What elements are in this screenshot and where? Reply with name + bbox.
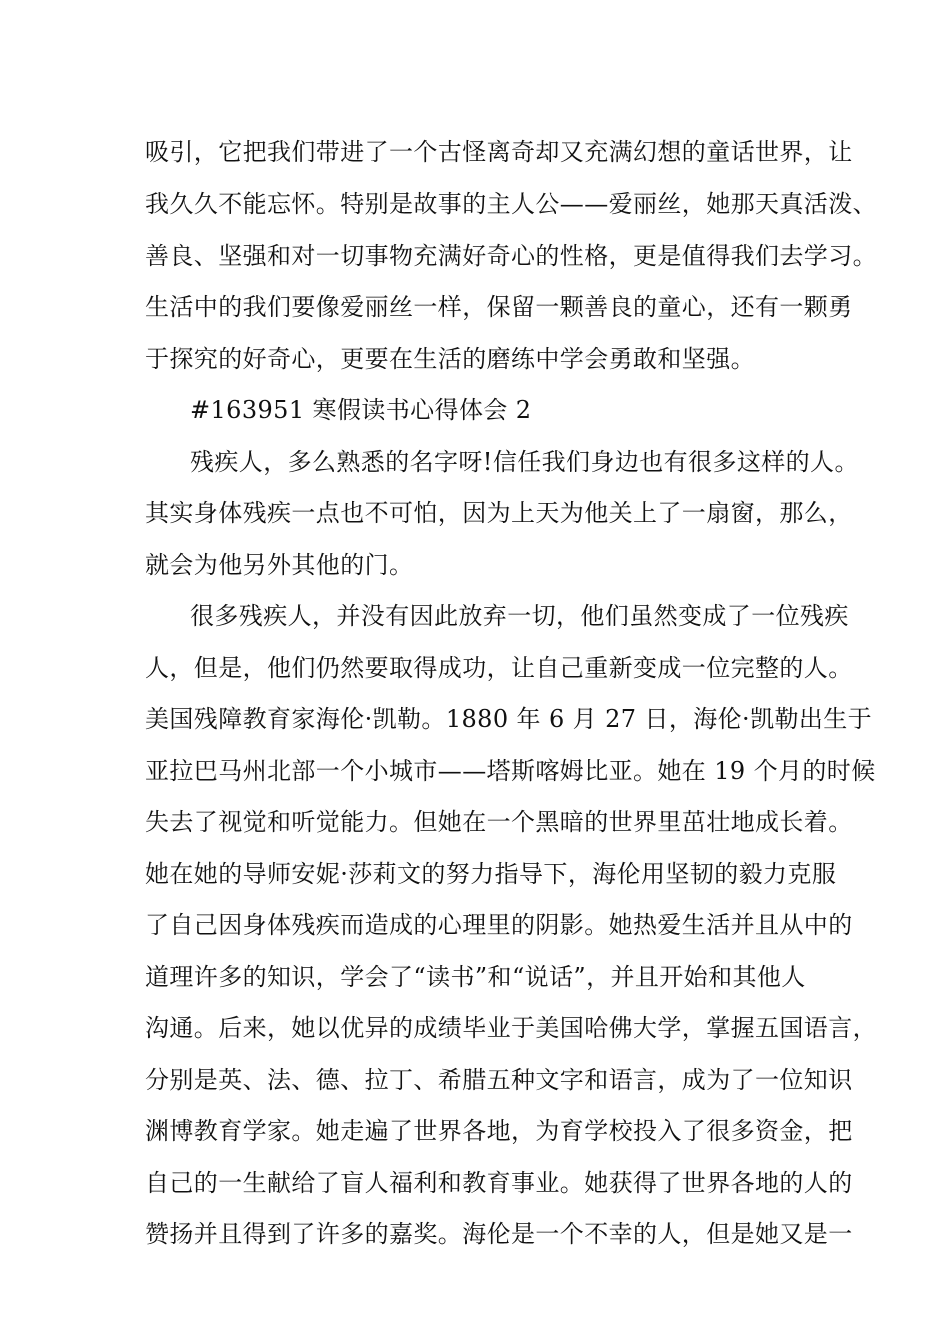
- text-line: 残疾人，多么熟悉的名字呀!信任我们身边也有很多这样的人。: [190, 448, 859, 476]
- text-line: 其实身体残疾一点也不可怕，因为上天为他关上了一扇窗，那么，: [145, 499, 853, 527]
- text-line: 沟通。后来，她以优异的成绩毕业于美国哈佛大学，掌握五国语言，: [145, 1014, 877, 1042]
- text-line: 分别是英、法、德、拉丁、希腊五种文字和语言，成为了一位知识: [145, 1066, 853, 1094]
- text-line: 道理许多的知识，学会了“读书”和“说话”，并且开始和其他人: [145, 963, 806, 991]
- text-line: 赞扬并且得到了许多的嘉奖。海伦是一个不幸的人，但是她又是一: [145, 1220, 853, 1248]
- text-line: 失去了视觉和听觉能力。但她在一个黑暗的世界里茁壮地成长着。: [145, 808, 853, 836]
- text-line: 我久久不能忘怀。特别是故事的主人公——爱丽丝，她那天真活泼、: [145, 190, 877, 218]
- text-line: 生活中的我们要像爱丽丝一样，保留一颗善良的童心，还有一颗勇: [145, 293, 853, 321]
- text-line: 于探究的好奇心，更要在生活的磨练中学会勇敢和坚强。: [145, 345, 755, 373]
- text-line: 人，但是，他们仍然要取得成功，让自己重新变成一位完整的人。: [145, 654, 853, 682]
- text-line: 自己的一生献给了盲人福利和教育事业。她获得了世界各地的人的: [145, 1169, 853, 1197]
- text-line: 亚拉巴马州北部一个小城市——塔斯喀姆比亚。她在 19 个月的时候: [145, 757, 876, 785]
- text-line: 了自己因身体残疾而造成的心理里的阴影。她热爱生活并且从中的: [145, 911, 853, 939]
- text-line: 善良、坚强和对一切事物充满好奇心的性格，更是值得我们去学习。: [145, 242, 877, 270]
- text-line: 她在她的导师安妮·莎莉文的努力指导下，海伦用坚韧的毅力克服: [145, 860, 837, 888]
- text-line: 美国残障教育家海伦·凯勒。1880 年 6 月 27 日，海伦·凯勒出生于: [145, 705, 873, 733]
- text-line: 就会为他另外其他的门。: [145, 551, 414, 579]
- text-line: 吸引，它把我们带进了一个古怪离奇却又充满幻想的童话世界，让: [145, 138, 853, 166]
- text-line: 很多残疾人，并没有因此放弃一切，他们虽然变成了一位残疾: [190, 602, 849, 630]
- text-line: 渊博教育学家。她走遍了世界各地，为育学校投入了很多资金，把: [145, 1117, 853, 1145]
- section-heading: #163951 寒假读书心得体会 2: [190, 396, 532, 424]
